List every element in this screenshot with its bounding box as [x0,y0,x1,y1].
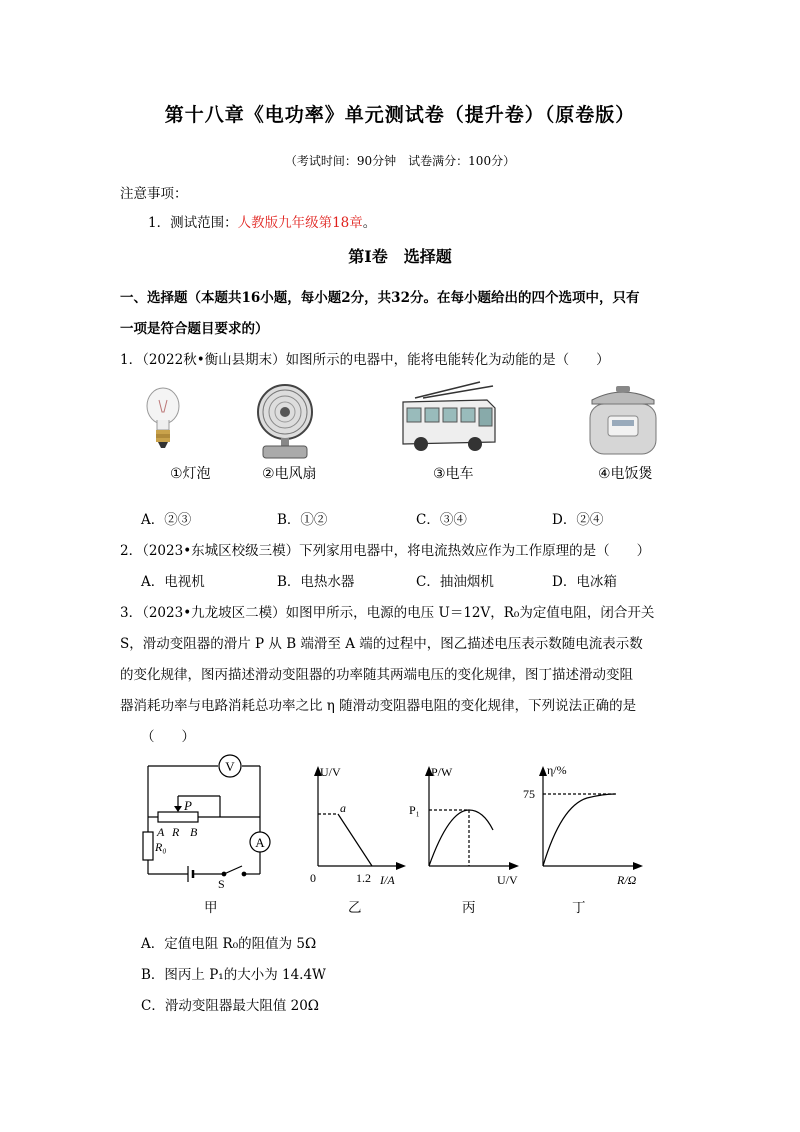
section-title: 第Ⅰ卷 选择题 [348,247,452,266]
q1-option-a[interactable]: A．②③ [141,512,192,528]
bing-ytick: P₁ [409,803,420,817]
yi-xlabel: I/A [380,873,395,887]
caption-bing: 丙 [462,900,476,916]
caption-rice-cooker: ④电饭煲 [598,466,653,482]
part1-instructions-line1: 一、选择题（本题共16小题，每小题2分，共32分。在每小题给出的四个选项中，只有 [120,290,640,306]
bing-xlabel: U/V [497,873,518,887]
q2-option-d[interactable]: D．电冰箱 [552,574,617,590]
caption-fan: ②电风扇 [262,466,317,482]
notice-item-1 [148,213,376,233]
slider-label: P [184,798,192,813]
caption-ding: 丁 [572,900,586,916]
yi-xtick: 1.2 [356,871,371,885]
rice-cooker-image [582,382,664,460]
ammeter-label: A [255,835,265,850]
graph-yi [300,758,410,888]
ding-xlabel: R/Ω [617,873,637,887]
part1-instructions-line2: 一项是符合题目要求的） [120,321,269,337]
notice-item-prefix: 1．测试范围： [148,215,238,231]
q1-option-d[interactable]: D．②④ [552,512,604,528]
q3-option-b[interactable]: B．图丙上 P₁的大小为 14.4W [141,967,326,983]
caption-trolleybus: ③电车 [433,466,474,482]
bing-ylabel: P/W [431,765,453,779]
q1-stem: 1．（2022秋•衡山县期末）如图所示的电器中，能将电能转化为动能的是（ ） [120,352,610,368]
graph-bing [405,758,525,888]
yi-ylabel: U/V [320,765,341,779]
switch-label: S [218,877,225,890]
q2-option-b[interactable]: B．电热水器 [277,574,355,590]
rheostat-label: R [172,825,180,839]
end-a-label: A [157,825,165,839]
voltmeter-label: V [225,759,235,774]
circuit-diagram [130,752,280,890]
yi-origin: 0 [310,871,316,885]
test-scope: 人教版九年级第18章 [237,215,363,231]
q3-option-c[interactable]: C．滑动变阻器最大阻值 20Ω [141,998,319,1014]
bulb-image [138,384,188,454]
q3-stem-line5: （ ） [141,729,195,745]
ding-ylabel: η/% [547,763,567,777]
graph-ding [515,758,650,888]
caption-jia: 甲 [204,900,218,916]
q1-option-b[interactable]: B．①② [277,512,328,528]
notice-item-suffix: 。 [362,215,377,231]
r0-label: R₀ [155,840,167,854]
q3-stem-line1: 3．（2023•九龙坡区二模）如图甲所示，电源的电压 U＝12V，R₀为定值电阻，闭合开关 [120,605,655,621]
page-title: 第十八章《电功率》单元测试卷（提升卷）（原卷版） [164,104,636,126]
yi-point-a: a [340,801,346,815]
notice-heading: 注意事项： [120,186,188,202]
q3-stem-line3: 的变化规律，图丙描述滑动变阻器的功率随其两端电压的变化规律，图丁描述滑动变阻 [120,667,633,683]
caption-bulb: ①灯泡 [170,466,211,482]
q3-option-a[interactable]: A．定值电阻 R₀的阻值为 5Ω [141,936,317,952]
q3-stem-line4: 器消耗功率与电路消耗总功率之比 η 随滑动变阻器电阻的变化规律，下列说法正确的是 [120,698,637,714]
q1-option-c[interactable]: C．③④ [416,512,467,528]
ding-ytick: 75 [523,787,535,801]
q2-option-a[interactable]: A．电视机 [141,574,205,590]
end-b-label: B [190,825,198,839]
q3-stem-line2: S，滑动变阻器的滑片 P 从 B 端滑至 A 端的过程中，图乙描述电压表示数随电流表示数 [120,636,643,652]
caption-yi: 乙 [348,900,362,916]
trolleybus-image [395,380,500,460]
q2-option-c[interactable]: C．抽油烟机 [416,574,494,590]
q2-stem: 2．（2023•东城区校级三模）下列家用电器中，将电流热效应作为工作原理的是（ ） [120,543,651,559]
exam-info: （考试时间：90分钟 试卷满分：100分） [284,154,516,168]
fan-image [245,382,325,460]
